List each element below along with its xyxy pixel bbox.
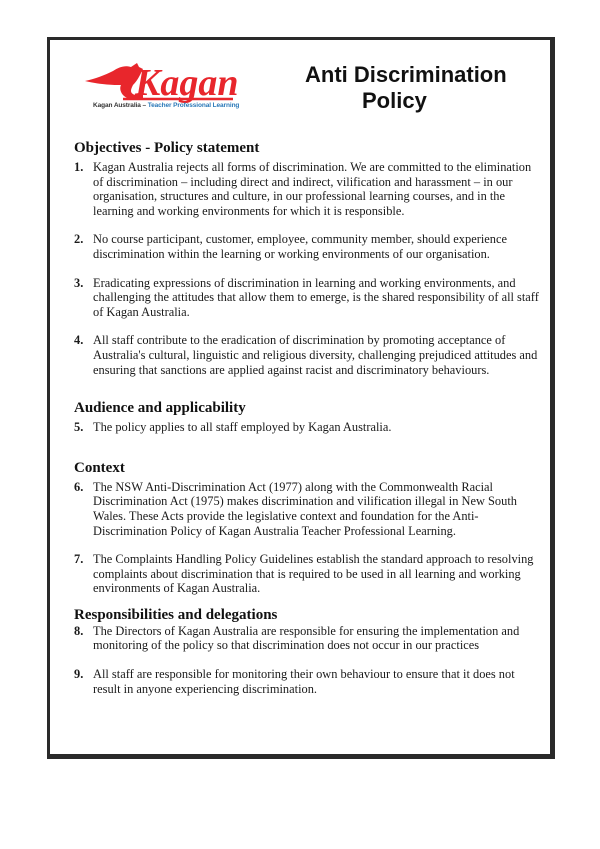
page-title xyxy=(305,62,545,114)
logo-tagline xyxy=(93,102,239,109)
svg-text:Kagan: Kagan xyxy=(135,62,239,104)
item-number: 8. xyxy=(74,623,84,638)
section-heading-objectives: Objectives - Policy statement xyxy=(74,140,260,156)
item-text: All staff are responsible for monitoring their own behaviour to ensure that it does not result in anyone experiencing discrimination. xyxy=(93,667,515,696)
title-line-2: Policy xyxy=(362,88,427,113)
title-line-1: Anti Discrimination xyxy=(305,62,507,87)
item-text: Kagan Australia rejects all forms of discrimination. We are committed to the elimination of discrimination – including direct and indirect, vilification and harassment – in our organisation, structures and culture, in our professional learning courses, and in the learning and working environments for which it is responsible. xyxy=(93,160,532,218)
item-text: Eradicating expressions of discrimination in learning and working environments, and challenging the attitudes that allow them to emerge, is the shared responsibility of all staff of Kagan Australia. xyxy=(93,275,539,319)
section-heading-responsibilities: Responsibilities and delegations xyxy=(74,606,278,623)
item-number: 3. xyxy=(74,275,84,290)
kagan-logo xyxy=(83,55,243,115)
list-item xyxy=(74,333,544,377)
item-number: 1. xyxy=(74,160,84,174)
section-heading-audience: Audience and applicability xyxy=(74,400,246,417)
list-item xyxy=(74,160,544,218)
item-number: 2. xyxy=(74,232,84,247)
item-number: 5. xyxy=(74,420,84,435)
tagline-org: Kagan Australia – xyxy=(93,102,148,109)
item-text: All staff contribute to the eradication of discrimination by promoting acceptance of Australia's cultural, linguistic and religious diversity, challenging prejudiced attitudes and ensuring that sanctions are applied against racist and discriminatory behaviours. xyxy=(93,333,538,377)
list-item xyxy=(74,232,544,261)
item-number: 9. xyxy=(74,667,84,682)
list-item xyxy=(74,420,544,435)
document-frame xyxy=(47,37,555,759)
item-text: The Directors of Kagan Australia are responsible for ensuring the implementation and monitoring of the policy so that discrimination does not occur in our practices xyxy=(93,623,520,653)
tagline-program: Teacher Professional Learning xyxy=(147,102,240,109)
list-item xyxy=(74,667,544,696)
item-number: 7. xyxy=(74,552,84,567)
kangaroo-icon xyxy=(83,55,243,105)
policy-content xyxy=(74,139,544,696)
item-number: 6. xyxy=(74,479,84,494)
item-number: 4. xyxy=(74,333,84,348)
item-text: The Complaints Handling Policy Guidelines establish the standard approach to resolving complaints about discrimination that is required to be used in all learning and working environments of Kagan Australia. xyxy=(93,552,534,596)
item-text: The NSW Anti-Discrimination Act (1977) along with the Commonwealth Racial Discrimination Act (1975) makes discrimination and vilification illegal in New South Wales. These Acts provide the legislative context and foundation for the Anti-Discrimination Policy of Kagan Australia Teacher Professional Learning. xyxy=(93,479,517,538)
list-item xyxy=(74,624,544,653)
item-text: The policy applies to all staff employed by Kagan Australia. xyxy=(93,420,392,435)
item-text: No course participant, customer, employee, community member, should experience discrimination within the learning or working environments of our organisation. xyxy=(93,232,507,261)
list-item xyxy=(74,552,544,596)
list-item xyxy=(74,276,544,320)
section-heading-context: Context xyxy=(74,459,125,476)
list-item xyxy=(74,480,544,538)
